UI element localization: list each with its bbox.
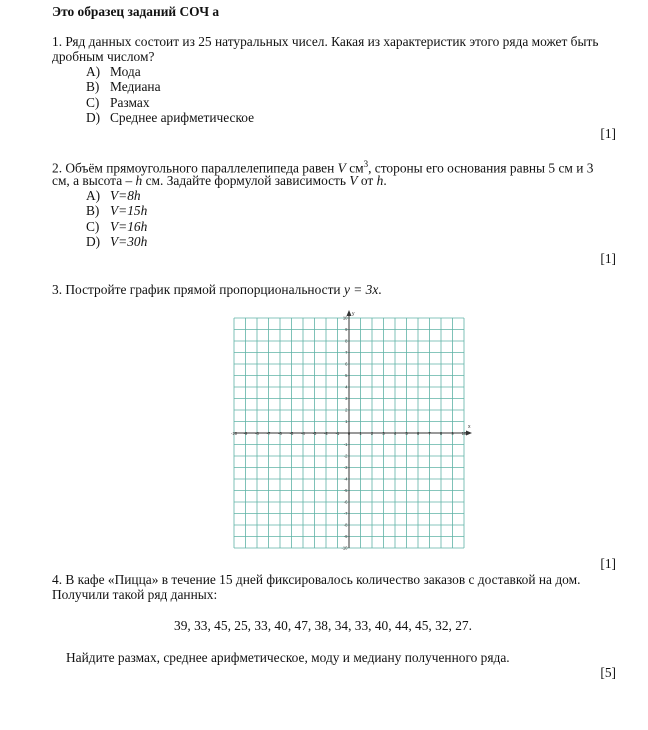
q3-score: [1] (600, 556, 616, 571)
y-tick-label: -5 (343, 488, 348, 493)
x-tick-label: 0 (347, 431, 351, 436)
x-tick-label: 9 (451, 431, 454, 436)
x-tick-label: 1 (359, 431, 362, 436)
q2-score: [1] (600, 251, 616, 266)
y-axis-label: y (352, 311, 355, 317)
y-tick-label: 6 (345, 361, 348, 367)
q1-option-c: C) Размах (86, 95, 150, 110)
q2-option-b: B) V=15h (86, 203, 148, 218)
y-tick-label: 9 (345, 327, 348, 332)
x-tick-label: -3 (312, 431, 317, 436)
x-tick-label: 6 (416, 431, 420, 436)
y-tick-label: -10 (341, 545, 348, 551)
y-tick-label: 7 (345, 350, 348, 355)
x-tick-label: 8 (439, 431, 443, 436)
y-tick-label: 10 (342, 315, 348, 321)
q4-score: [5] (600, 665, 616, 680)
x-tick-label: -6 (278, 431, 282, 436)
x-tick-label: -8 (255, 431, 259, 436)
y-tick-label: 8 (345, 338, 348, 344)
y-tick-label: -3 (343, 465, 348, 470)
x-tick-label: 10 (461, 431, 467, 436)
x-tick-label: 2 (370, 431, 374, 436)
q4-text-line1: 4. В кафе «Пицца» в течение 15 дней фиксировалось количество заказов с доставкой на дом. (52, 572, 581, 587)
q1-option-b: B) Медиана (86, 79, 161, 94)
q1-option-d: D) Среднее арифметическое (86, 110, 255, 125)
y-tick-label: 2 (345, 407, 348, 413)
coordinate-grid-svg (226, 310, 474, 558)
x-tick-label: -1 (335, 431, 340, 436)
q4-text-line2: Получили такой ряд данных: (52, 587, 218, 602)
x-axis-arrow (466, 431, 472, 436)
x-tick-label: -9 (243, 431, 248, 436)
x-tick-label: 7 (428, 431, 431, 436)
q1-text-line1: 1. Ряд данных состоит из 25 натуральных чисел. Какая из характеристик этого ряда может быть (52, 34, 599, 49)
x-tick-label: -10 (230, 431, 238, 436)
x-tick-label: -5 (289, 431, 294, 436)
y-tick-label: 1 (345, 419, 348, 424)
x-tick-label: -4 (301, 431, 305, 436)
y-tick-label: -1 (343, 442, 348, 447)
x-axis-label: x (468, 424, 471, 430)
q1-score: [1] (600, 126, 616, 141)
q2-text-line2: см, а высота – h см. Задайте формулой зависимость V от h. (52, 173, 387, 188)
q2-option-c: C) V=16h (86, 219, 148, 234)
q3-text: 3. Постройте график прямой пропорциональности y = 3x. (52, 282, 382, 297)
y-tick-label: 3 (345, 396, 348, 401)
q4-task: Найдите размах, среднее арифметическое, моду и медиану полученного ряда. (66, 650, 510, 665)
y-tick-label: -8 (343, 522, 348, 528)
x-tick-label: 5 (405, 431, 408, 436)
y-tick-label: -7 (343, 511, 348, 516)
x-tick-label: -2 (324, 431, 328, 436)
q1-option-a: A) Мода (86, 64, 141, 79)
q2-option-a: A) V=8h (86, 188, 141, 203)
q2-text-line1: 2. Объём прямоугольного параллелепипеда равен V $см^3$, стороны его основания равны 5 см и 3 (52, 159, 594, 176)
y-tick-label: 4 (345, 384, 348, 390)
x-tick-label: 3 (382, 431, 385, 436)
y-tick-label: -6 (343, 499, 348, 505)
y-tick-label: 5 (345, 373, 348, 378)
y-tick-label: -9 (343, 534, 348, 539)
x-tick-label: 4 (393, 431, 397, 436)
x-tick-label: -7 (266, 431, 271, 436)
q2-option-d: D) V=30h (86, 234, 148, 249)
q1-text-line2: дробным числом? (52, 49, 155, 64)
coordinate-grid[interactable] (226, 310, 474, 558)
page-title: Это образец заданий СОЧ а (52, 4, 220, 19)
y-tick-label: -4 (343, 476, 348, 482)
q4-data-series: 39, 33, 45, 25, 33, 40, 47, 38, 34, 33, 40, 44, 45, 32, 27. (174, 618, 472, 633)
y-tick-label: -2 (343, 453, 348, 459)
